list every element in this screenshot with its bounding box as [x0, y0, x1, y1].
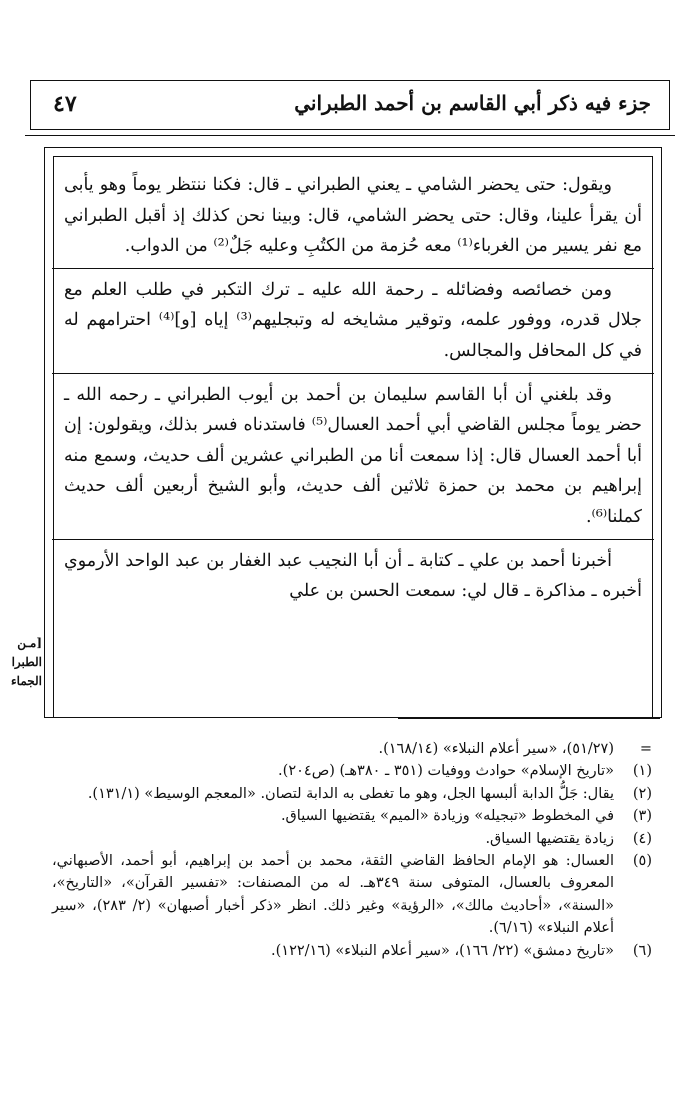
footnote-separator — [398, 718, 660, 719]
margin-note-line: [مـن — [17, 636, 42, 650]
footnote-number: (١) — [632, 763, 652, 780]
footnote — [52, 828, 652, 850]
footnote-number: (٤) — [632, 830, 652, 847]
body-paragraph-4: أخبرنا أحمد بن علي ـ كتابة ـ أن أبا النجيب عبد الغفار بن عبد الواحد الأرموي أخبره ـ مذاكرة ـ قال لي: سمعت الحسن بن علي — [64, 550, 642, 602]
paragraph-divider — [52, 373, 654, 374]
footnote — [52, 805, 652, 827]
footnote-number: (٦) — [632, 942, 652, 959]
paragraph-divider — [52, 539, 654, 540]
body-paragraph-1: ويقول: حتى يحضر الشامي ـ يعني الطبراني ـ قال: فكنا ننتظر يوماً وهو يأبى أن يقرأ علينا، وقال: حتى يحضر الشامي، قال: وبينا نحن كذلك إذ أقبل الطبراني مع نفر يسير من الغرباء⁽¹⁾ معه حُزمة من الكتُبِ وعليه جَلٌ⁽²⁾ من الدواب. — [64, 175, 642, 257]
footnote-text: زيادة يقتضيها السياق. — [485, 830, 614, 847]
footnote-text: «تاريخ دمشق» (٢٢/ ١٦٦)، «سير أعلام النبلاء» (١٢٢/١٦). — [271, 942, 614, 959]
footnote-text: (٥١/٢٧)، «سير أعلام النبلاء» (١٦٨/١٤). — [378, 741, 614, 757]
footnote — [52, 940, 652, 962]
margin-note — [0, 634, 42, 691]
margin-note-line: الجماء — [11, 674, 42, 688]
margin-note-line: الطبرا — [11, 655, 42, 669]
footnote — [52, 783, 652, 805]
body-text — [64, 170, 642, 607]
body-paragraph-2: ومن خصائصه وفضائله ـ رحمة الله عليه ـ ترك التكبر في طلب العلم مع جلال قدره، ووفور علمه، وتوقير مشايخه له وتبجليهم⁽³⁾ إياه [و]⁽⁴⁾ احترامهم له في كل المحافل والمجالس. — [64, 279, 643, 361]
page-header — [30, 80, 670, 130]
footnotes — [52, 738, 652, 962]
footnote — [52, 760, 652, 782]
paragraph-divider — [52, 268, 654, 269]
footnote-text: العسال: هو الإمام الحافظ القاضي الثقة، محمد بن أحمد بن إبراهيم، أبو أحمد، الأصبهاني، المعروف بالعسال، المتوفى سنة ٣٤٩هـ. له من المصنفات: «تفسير القرآن»، «التاريخ»، «السنة»، «أحاديث مالك»، «الرؤية» وغير ذلك. انظر «ذكر أخبار أصبهان» (٢/ ٢٨٣)، «سير أعلام النبلاء» (٦/١٦). — [52, 853, 615, 937]
footnote-number: (٣) — [632, 808, 652, 825]
footnote — [52, 738, 652, 760]
footnote-text: «تاريخ الإسلام» حوادث ووفيات (٣٥١ ـ ٣٨٠هـ) (ص٢٠٤). — [278, 763, 614, 780]
footnote-text: في المخطوط «تبجيله» وزيادة «الميم» يقتضيها السياق. — [280, 808, 614, 825]
page-number: ٤٧ — [53, 91, 77, 117]
body-paragraph-3: وقد بلغني أن أبا القاسم سليمان بن أحمد بن أيوب الطبراني ـ رحمه الله ـ حضر يوماً مجلس القاضي أبي أحمد العسال⁽⁵⁾ فاستدناه فسر بذلك، ويقولون: إن أبا أحمد العسال قال: إذا سمعت أنا من الطبراني عشرين ألف حديث، وسمع منه إبراهيم بن محمد بن حمزة ثلاثين ألف حديث، وأبو الشيخ أربعين ألف حديث كملنا⁽⁶⁾. — [64, 384, 642, 527]
footnote-number: = — [639, 741, 652, 757]
footnote-number: (٢) — [632, 785, 652, 802]
footnote-number: (٥) — [632, 853, 652, 870]
footnote — [52, 850, 652, 940]
running-title: جزء فيه ذكر أبي القاسم بن أحمد الطبراني — [294, 91, 651, 115]
footnote-text: يقال: جَلُّ الدابة ألبسها الجل، وهو ما تغطى به الدابة لتصان. «المعجم الوسيط» (١٣١/١). — [87, 785, 614, 802]
